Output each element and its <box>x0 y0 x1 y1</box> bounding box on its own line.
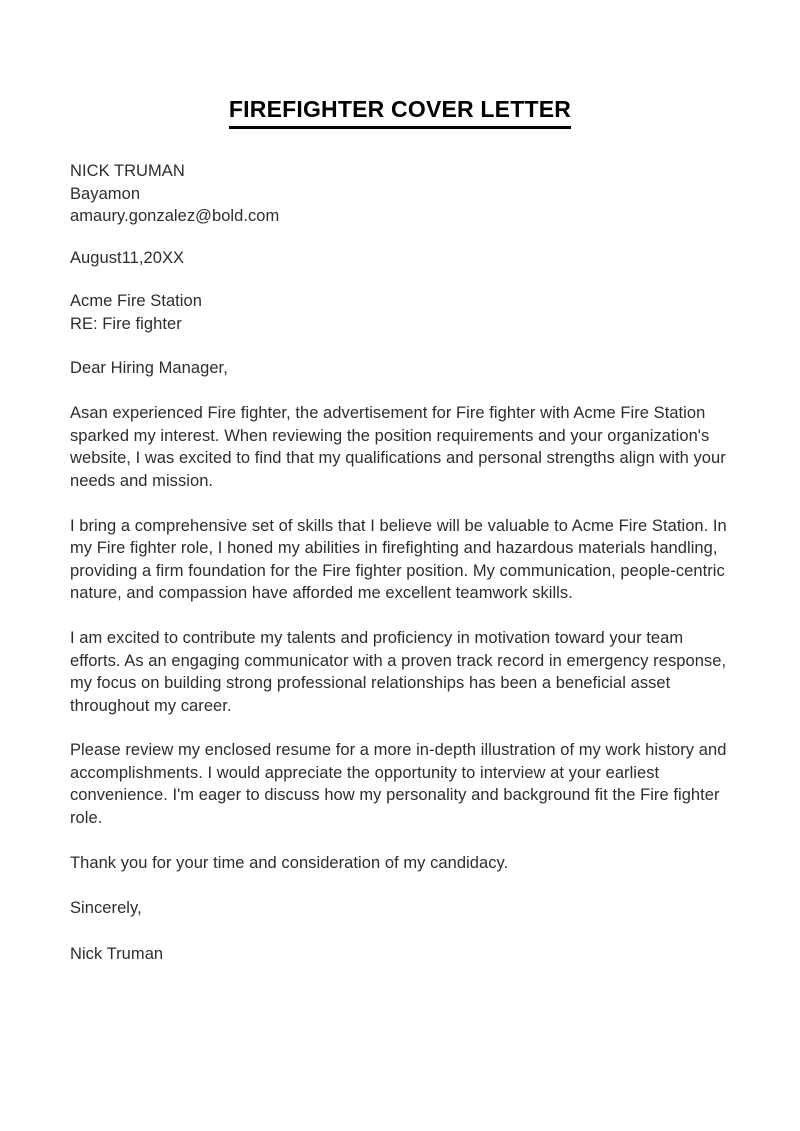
recipient-block <box>70 290 738 335</box>
letter-date: August11,20XX <box>70 248 185 267</box>
page-title: FIREFIGHTER COVER LETTER <box>229 95 571 129</box>
recipient-company: Acme Fire Station <box>70 292 202 311</box>
closing-signoff-block <box>70 897 738 920</box>
letter-body <box>70 160 738 965</box>
page-title-container <box>0 95 800 129</box>
signature-name: Nick Truman <box>70 944 164 963</box>
recipient-subject-line: RE: Fire fighter <box>70 314 182 333</box>
sender-name: NICK TRUMAN <box>70 162 185 180</box>
salutation: Dear Hiring Manager, <box>70 358 228 377</box>
sender-location: Bayamon <box>70 184 141 203</box>
body-paragraph-1: Asan experienced Fire fighter, the advertisement for Fire fighter with Acme Fire Station sparked my interest. When reviewing the position requirements and your organization's website, I was excited to find that my qualifications and personal strengths align with your needs and mission. <box>70 404 731 490</box>
closing-signoff: Sincerely, <box>70 899 142 918</box>
closing-thanks: Thank you for your time and consideration of my candidacy. <box>70 853 509 872</box>
salutation-block <box>70 357 738 380</box>
signature-block <box>70 943 738 966</box>
sender-email: amaury.gonzalez@bold.com <box>70 207 280 226</box>
body-paragraph-3: I am excited to contribute my talents and proficiency in motivation toward your team efforts. As an engaging communicator with a proven track record in emergency response, my focus on building strong professional relationships has been a beneficial asset throughout my career. <box>70 628 731 715</box>
sender-block <box>70 160 738 228</box>
body-paragraph-4: Please review my enclosed resume for a more in-depth illustration of my work history and accomplishments. I would appreciate the opportunity to interview at your earliest convenience. I'm eager to discuss how my personality and background fit the Fire fighter role. <box>70 741 732 828</box>
closing-thanks-block <box>70 852 738 875</box>
body-paragraph-2: I bring a comprehensive set of skills that I believe will be valuable to Acme Fire Station. In my Fire fighter role, I honed my abilities in firefighting and hazardous materials handling, providing a firm foundation for the Fire fighter position. My communication, people-centric nature, and compassion have afforded me excellent teamwork skills. <box>70 516 732 603</box>
date-block <box>70 247 738 270</box>
